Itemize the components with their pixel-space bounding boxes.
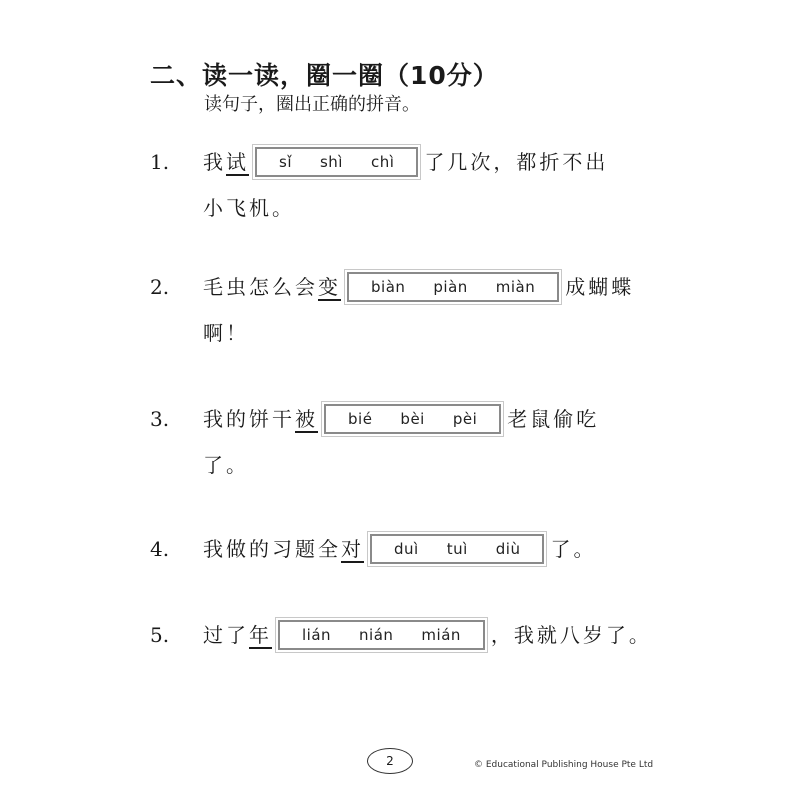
sentence-before: 过了 — [203, 623, 249, 647]
section-title: 二、读一读，圈一圈（10分） — [150, 61, 499, 90]
target-character: 年 — [249, 623, 272, 647]
question-5 — [150, 618, 652, 652]
pinyin-option[interactable]: nián — [359, 626, 394, 644]
pinyin-option[interactable]: chì — [370, 153, 395, 171]
target-character: 试 — [226, 150, 249, 174]
sentence-after: ，我就八岁了。 — [490, 623, 652, 647]
pinyin-option[interactable]: lián — [302, 626, 332, 644]
pinyin-option[interactable]: mián — [421, 626, 461, 644]
page-number: 2 — [367, 748, 413, 774]
question-number: 1. — [150, 150, 170, 174]
target-character: 变 — [318, 275, 341, 299]
instruction-text: 读句子，圈出正确的拼音。 — [204, 94, 420, 115]
pinyin-option[interactable]: pèi — [452, 410, 478, 428]
target-character: 被 — [295, 407, 318, 431]
sentence-before: 我 — [203, 150, 226, 174]
sentence-before: 我的饼干 — [203, 407, 295, 431]
sentence-continuation: 小飞机。 — [203, 196, 295, 220]
pinyin-option[interactable]: bèi — [400, 410, 425, 428]
pinyin-options-box — [370, 534, 544, 564]
sentence-after: 了几次，都折不出 — [424, 150, 609, 174]
pinyin-option[interactable]: shì — [319, 153, 343, 171]
sentence-after: 老鼠偷吃 — [507, 407, 600, 431]
question-number: 4. — [150, 537, 170, 561]
sentence-before: 毛虫怎么会 — [203, 275, 318, 299]
sentence-after: 了。 — [550, 537, 597, 561]
pinyin-option[interactable]: duì — [394, 540, 419, 558]
sentence-continuation: 啊！ — [203, 321, 249, 345]
pinyin-options-box — [324, 404, 501, 434]
pinyin-option[interactable]: miàn — [495, 278, 536, 296]
pinyin-option[interactable]: sǐ — [279, 153, 292, 171]
question-1 — [150, 145, 608, 225]
pinyin-options-box — [255, 147, 418, 177]
question-number: 2. — [150, 275, 170, 299]
pinyin-option[interactable]: bié — [348, 410, 373, 428]
pinyin-options-box — [347, 272, 559, 302]
pinyin-option[interactable]: tuì — [446, 540, 468, 558]
question-number: 5. — [150, 623, 170, 647]
question-number: 3. — [150, 407, 170, 431]
question-3 — [150, 402, 599, 482]
sentence-continuation: 了。 — [203, 453, 249, 477]
sentence-after: 成蝴蝶 — [565, 275, 635, 299]
pinyin-option[interactable]: biàn — [371, 278, 406, 296]
copyright-notice: © Educational Publishing House Pte Ltd — [474, 760, 654, 770]
question-4 — [150, 532, 596, 566]
question-2 — [150, 270, 634, 350]
target-character: 对 — [341, 537, 364, 561]
pinyin-option[interactable]: diù — [495, 540, 521, 558]
pinyin-options-box — [278, 620, 485, 650]
sentence-before: 我做的习题全 — [203, 537, 341, 561]
pinyin-option[interactable]: piàn — [433, 278, 468, 296]
